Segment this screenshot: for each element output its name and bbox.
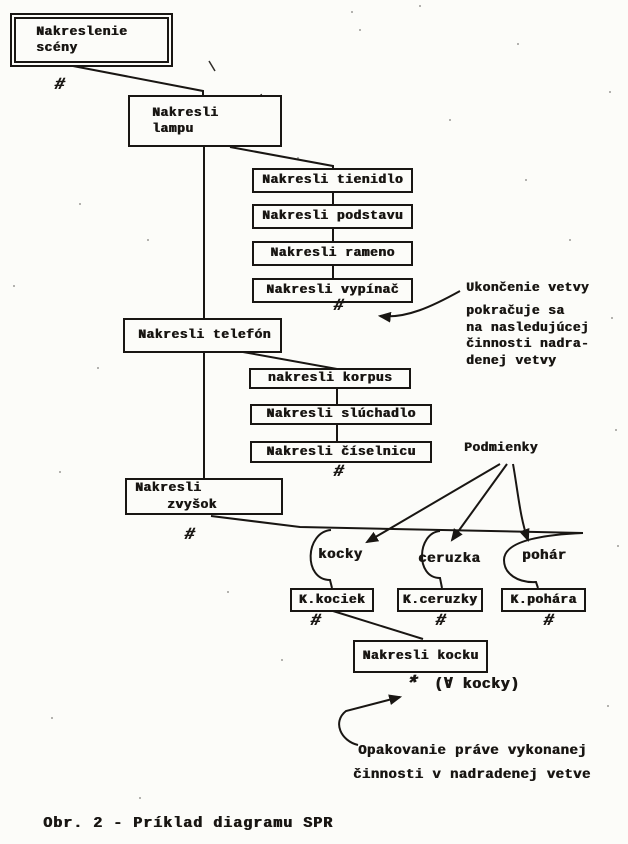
node-label: Nakresli kocku bbox=[362, 648, 479, 664]
node-nakresli-podstavu bbox=[252, 204, 413, 229]
node-label: Nakresli číselnicu bbox=[266, 443, 416, 459]
node-label: K.pohára bbox=[510, 591, 577, 607]
annotation-line: pokračuje sa bbox=[466, 303, 565, 318]
node-k-kociek bbox=[290, 588, 374, 612]
node-label: K.kociek bbox=[298, 591, 366, 607]
branch-end-mark-ceruzky: # bbox=[432, 612, 448, 631]
annotation-ukoncenie-body bbox=[466, 303, 589, 369]
node-label: scény bbox=[36, 40, 78, 55]
forall-kocky-label: (∀ kocky) bbox=[434, 676, 520, 693]
annotation-podmienky: Podmienky bbox=[464, 440, 538, 455]
edge-lampu-children bbox=[230, 147, 333, 169]
node-nakresli-lampu bbox=[128, 95, 282, 147]
figure-caption: Obr. 2 - Príklad diagramu SPR bbox=[43, 815, 334, 832]
condition-label-ceruzka: ceruzka bbox=[418, 551, 481, 567]
annotation-line: činnosti v nadradenej vetve bbox=[353, 767, 591, 783]
node-label: Nakresli podstavu bbox=[261, 208, 404, 224]
branch-end-mark-kociek: # bbox=[307, 612, 323, 631]
node-label: Nakresli tienidlo bbox=[261, 172, 404, 188]
node-nakresli-sluchadlo bbox=[250, 404, 432, 425]
node-label: Nakresli vypínač bbox=[266, 282, 399, 298]
annotation-line: denej vetvy bbox=[466, 352, 557, 368]
node-label: Nakresli slúchadlo bbox=[266, 406, 416, 422]
condition-label-pohar: pohár bbox=[522, 548, 567, 564]
node-k-ceruzky bbox=[397, 588, 483, 612]
annotation-opakovanie bbox=[353, 739, 591, 787]
branch-end-mark-lampa: # bbox=[330, 297, 346, 316]
node-nakresli-rameno bbox=[252, 241, 413, 266]
node-nakreslenie-sceny bbox=[10, 13, 173, 67]
node-k-pohara bbox=[501, 588, 586, 612]
edge-root-lampu bbox=[73, 66, 203, 95]
node-label: nakresli korpus bbox=[267, 370, 393, 386]
node-label: K.ceruzky bbox=[402, 591, 478, 607]
node-nakresli-tienidlo bbox=[252, 168, 413, 193]
annotation-line: Opakovanie práve vykonanej bbox=[358, 743, 587, 759]
annotation-ukoncenie-title: Ukončenie vetvy bbox=[466, 280, 590, 295]
node-label: zvyšok bbox=[167, 496, 217, 512]
branch-end-mark-pohara: # bbox=[540, 612, 556, 631]
iteration-mark: * bbox=[401, 674, 422, 697]
branch-end-mark-telefon: # bbox=[330, 463, 346, 482]
annotation-line: na nasledujúcej bbox=[466, 319, 590, 335]
node-label: Nakresli telefón bbox=[138, 327, 271, 343]
arrow-podmienky-pohar bbox=[513, 464, 528, 540]
node-label: Nakreslenie bbox=[36, 23, 128, 39]
node-nakresli-kocku bbox=[353, 640, 488, 673]
arrow-opakovanie bbox=[339, 697, 400, 745]
node-label: Nakresli rameno bbox=[270, 245, 395, 261]
node-label: Nakresli bbox=[135, 480, 202, 496]
node-nakresli-ciselnicu bbox=[250, 441, 432, 463]
node-nakresli-vypinac bbox=[252, 278, 413, 303]
node-label: Nakresli bbox=[152, 104, 219, 120]
branch-end-mark-root: # bbox=[51, 76, 67, 95]
branch-end-mark-zvysok: # bbox=[181, 526, 197, 545]
scan-noise-specks bbox=[13, 5, 619, 799]
edge-telefon-children bbox=[243, 352, 337, 369]
condition-label-kocky: kocky bbox=[318, 547, 363, 563]
node-nakresli-korpus bbox=[249, 368, 411, 389]
node-nakresli-zvysok bbox=[125, 478, 283, 515]
annotation-line: činnosti nadra- bbox=[466, 336, 590, 351]
node-nakresli-telefon bbox=[123, 318, 282, 353]
edge-kociek-kocku bbox=[333, 611, 423, 639]
node-label: lampu bbox=[152, 121, 194, 136]
